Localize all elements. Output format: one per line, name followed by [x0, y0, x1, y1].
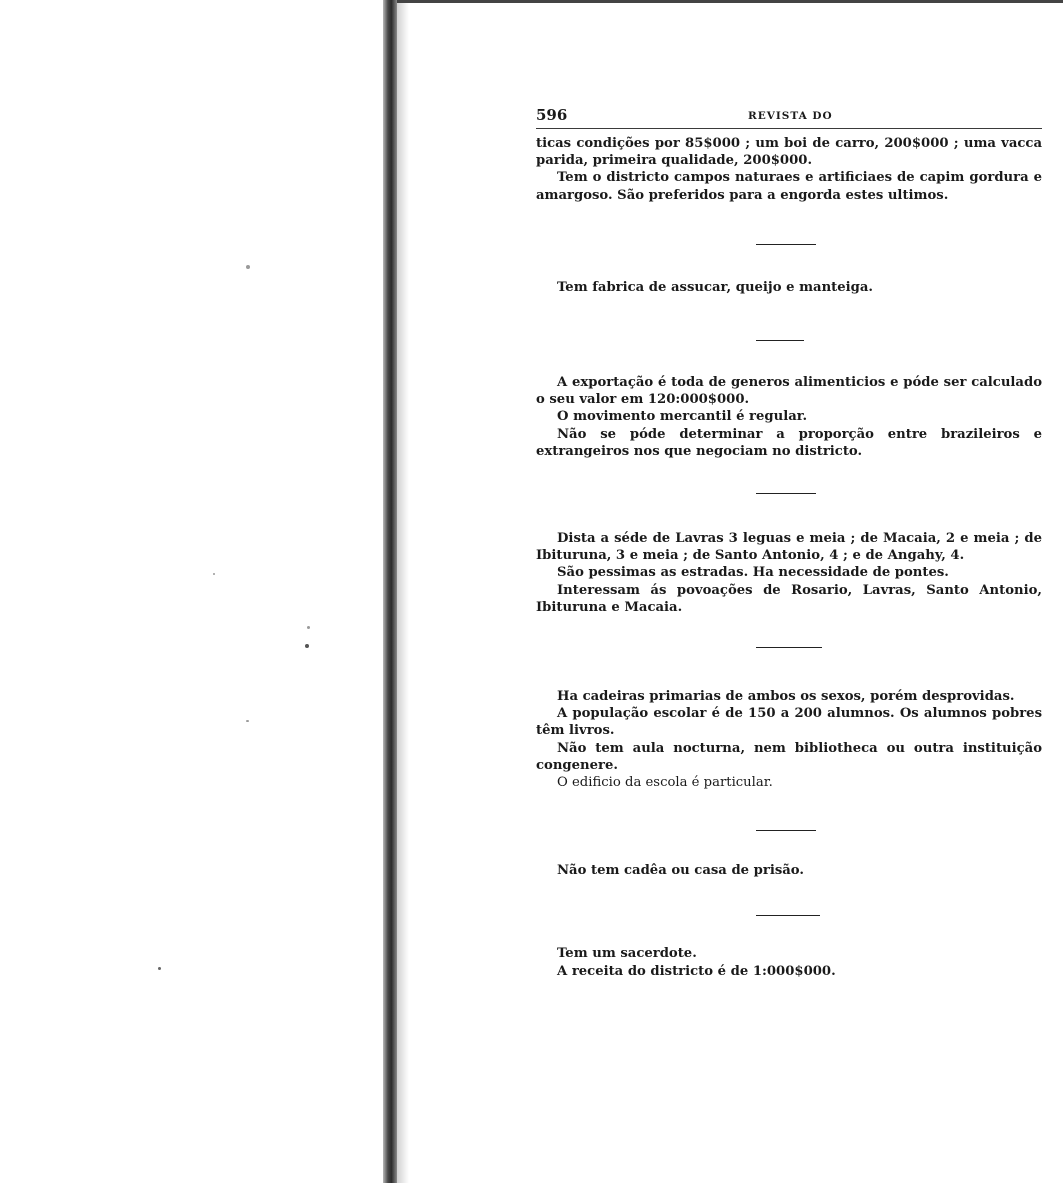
paragraph: A exportação é toda de generos alimenticios e póde ser calculado o seu valor em 120:000$000. [536, 375, 1042, 408]
section-commerce [536, 374, 1042, 460]
paper-speck [213, 573, 215, 575]
paragraph: A receita do districto é de 1:000$000. [557, 963, 836, 979]
paragraph: Ha cadeiras primarias de ambos os sexos, porém desprovidas. [557, 689, 1015, 705]
section-education [536, 688, 1042, 791]
paragraph: O edificio da escola é particular. [557, 775, 773, 791]
section-roads [536, 530, 1042, 616]
paragraph: São pessimas as estradas. Ha necessidade de pontes. [557, 565, 949, 581]
running-head: REVISTA DO [748, 110, 833, 122]
paragraph: Tem fabrica de assucar, queijo e manteiga. [557, 279, 874, 295]
paragraph: O movimento mercantil é regular. [557, 409, 808, 425]
paper-speck [158, 967, 161, 970]
gutter-shadow [397, 0, 409, 1183]
book-gutter [383, 0, 397, 1183]
paragraph: Tem o districto campos naturaes e artificiaes de capim gordura e amargoso. São preferidos para a engorda estes ultimos. [536, 170, 1042, 203]
section-divider [756, 647, 822, 648]
paragraph: Não tem aula nocturna, nem bibliotheca ou outra instituição congenere. [536, 740, 1042, 773]
paper-speck [305, 644, 309, 648]
paragraph: ticas condições por 85$000 ; um boi de carro, 200$000 ; uma vacca parida, primeira qualidade, 200$000. [536, 136, 1042, 169]
paper-speck [307, 626, 310, 629]
header-rule [536, 128, 1042, 129]
page-top-edge [397, 0, 1063, 3]
section-divider [756, 830, 816, 831]
section-divider [756, 340, 804, 341]
section-divider [756, 244, 816, 245]
section-church-revenue [536, 945, 1042, 979]
section-divider [756, 915, 820, 916]
page-number: 596 [536, 106, 568, 124]
page-content [536, 104, 1042, 980]
paragraph: Não tem cadêa ou casa de prisão. [557, 863, 804, 879]
paper-speck [246, 265, 250, 269]
page-header [536, 104, 1042, 126]
paragraph: Interessam ás povoações de Rosario, Lavras, Santo Antonio, Ibituruna e Macaia. [536, 582, 1042, 615]
paper-speck [246, 720, 249, 722]
section-divider [756, 493, 816, 494]
section-prison [536, 862, 1042, 879]
paragraph: Dista a séde de Lavras 3 leguas e meia ; de Macaia, 2 e meia ; de Ibituruna, 3 e meia ; de Santo Antonio, 4 ; e de Angahy, 4. [536, 531, 1042, 564]
paragraph: Tem um sacerdote. [557, 946, 697, 962]
section-livestock [536, 135, 1042, 204]
paragraph: A população escolar é de 150 a 200 alumnos. Os alumnos pobres têm livros. [536, 706, 1042, 739]
section-industry [536, 279, 1042, 296]
paragraph: Não se póde determinar a proporção entre brazileiros e extrangeiros nos que negociam no districto. [536, 426, 1042, 459]
